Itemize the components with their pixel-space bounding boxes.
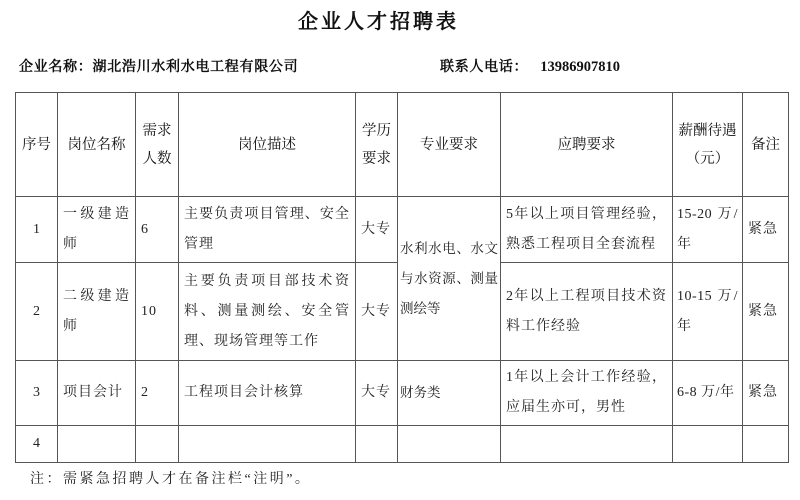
header-education [356, 93, 398, 197]
cell-education: 大专 [356, 263, 398, 361]
cell-remark: 紧急 [743, 361, 789, 426]
cell-requirements: 1年以上会计工作经验，应届生亦可，男性 [501, 361, 673, 426]
document-title: 企业人才招聘表 [298, 9, 459, 33]
cell-seq: 2 [16, 263, 58, 361]
company-name: 湖北浩川水利水电工程有限公司 [92, 59, 299, 75]
recruitment-table [15, 92, 789, 463]
cell-position: 一级建造师 [58, 197, 136, 263]
cell-count: 6 [136, 197, 179, 263]
cell-position: 二级建造师 [58, 263, 136, 361]
cell-salary [673, 426, 743, 463]
header-requirements: 应聘要求 [501, 93, 673, 197]
cell-salary: 10-15 万/年 [673, 263, 743, 361]
header-salary-line: 薪酬待遇 [678, 122, 737, 139]
cell-seq: 4 [16, 426, 58, 463]
footnote: 注：需紧急招聘人才在备注栏“注明”。 [30, 472, 312, 487]
header-education-line: 学历 [362, 122, 391, 139]
cell-requirements: 2年以上工程项目技术资料工作经验 [501, 263, 673, 361]
cell-major [398, 426, 501, 463]
cell-education [356, 426, 398, 463]
company-label: 企业名称： [19, 59, 93, 75]
cell-education: 大专 [356, 361, 398, 426]
cell-salary: 6-8 万/年 [673, 361, 743, 426]
header-major: 专业要求 [398, 93, 501, 197]
header-count [136, 93, 179, 197]
header-seq: 序号 [16, 93, 58, 197]
cell-remark: 紧急 [743, 263, 789, 361]
table-row [16, 197, 789, 263]
header-salary-line: （元） [685, 150, 730, 167]
company-info [19, 57, 298, 77]
cell-position [58, 426, 136, 463]
contact-phone: 13986907810 [540, 59, 620, 75]
cell-description: 主要负责项目部技术资料、测量测绘、安全管理、现场管理等工作 [179, 263, 356, 361]
table-header-row [16, 93, 789, 197]
header-position: 岗位名称 [58, 93, 136, 197]
cell-major: 水利水电、水文与水资源、测量测绘等 [398, 197, 501, 361]
cell-description: 主要负责项目管理、安全管理 [179, 197, 356, 263]
cell-education: 大专 [356, 197, 398, 263]
contact-info [440, 57, 620, 77]
table-row [16, 426, 789, 463]
cell-count: 2 [136, 361, 179, 426]
cell-requirements: 5年以上项目管理经验，熟悉工程项目全套流程 [501, 197, 673, 263]
cell-description [179, 426, 356, 463]
cell-salary: 15-20 万/年 [673, 197, 743, 263]
contact-phone-label: 联系人电话： [440, 59, 529, 75]
cell-remark [743, 426, 789, 463]
header-description: 岗位描述 [179, 93, 356, 197]
cell-count [136, 426, 179, 463]
cell-remark: 紧急 [743, 197, 789, 263]
header-count-line: 人数 [142, 150, 172, 167]
table-row [16, 361, 789, 426]
cell-requirements [501, 426, 673, 463]
cell-major: 财务类 [398, 361, 501, 426]
header-count-line: 需求 [142, 122, 172, 139]
cell-seq: 3 [16, 361, 58, 426]
cell-seq: 1 [16, 197, 58, 263]
cell-count: 10 [136, 263, 179, 361]
header-remark: 备注 [743, 93, 789, 197]
header-education-line: 要求 [362, 150, 391, 167]
cell-position: 项目会计 [58, 361, 136, 426]
header-salary [673, 93, 743, 197]
cell-description: 工程项目会计核算 [179, 361, 356, 426]
